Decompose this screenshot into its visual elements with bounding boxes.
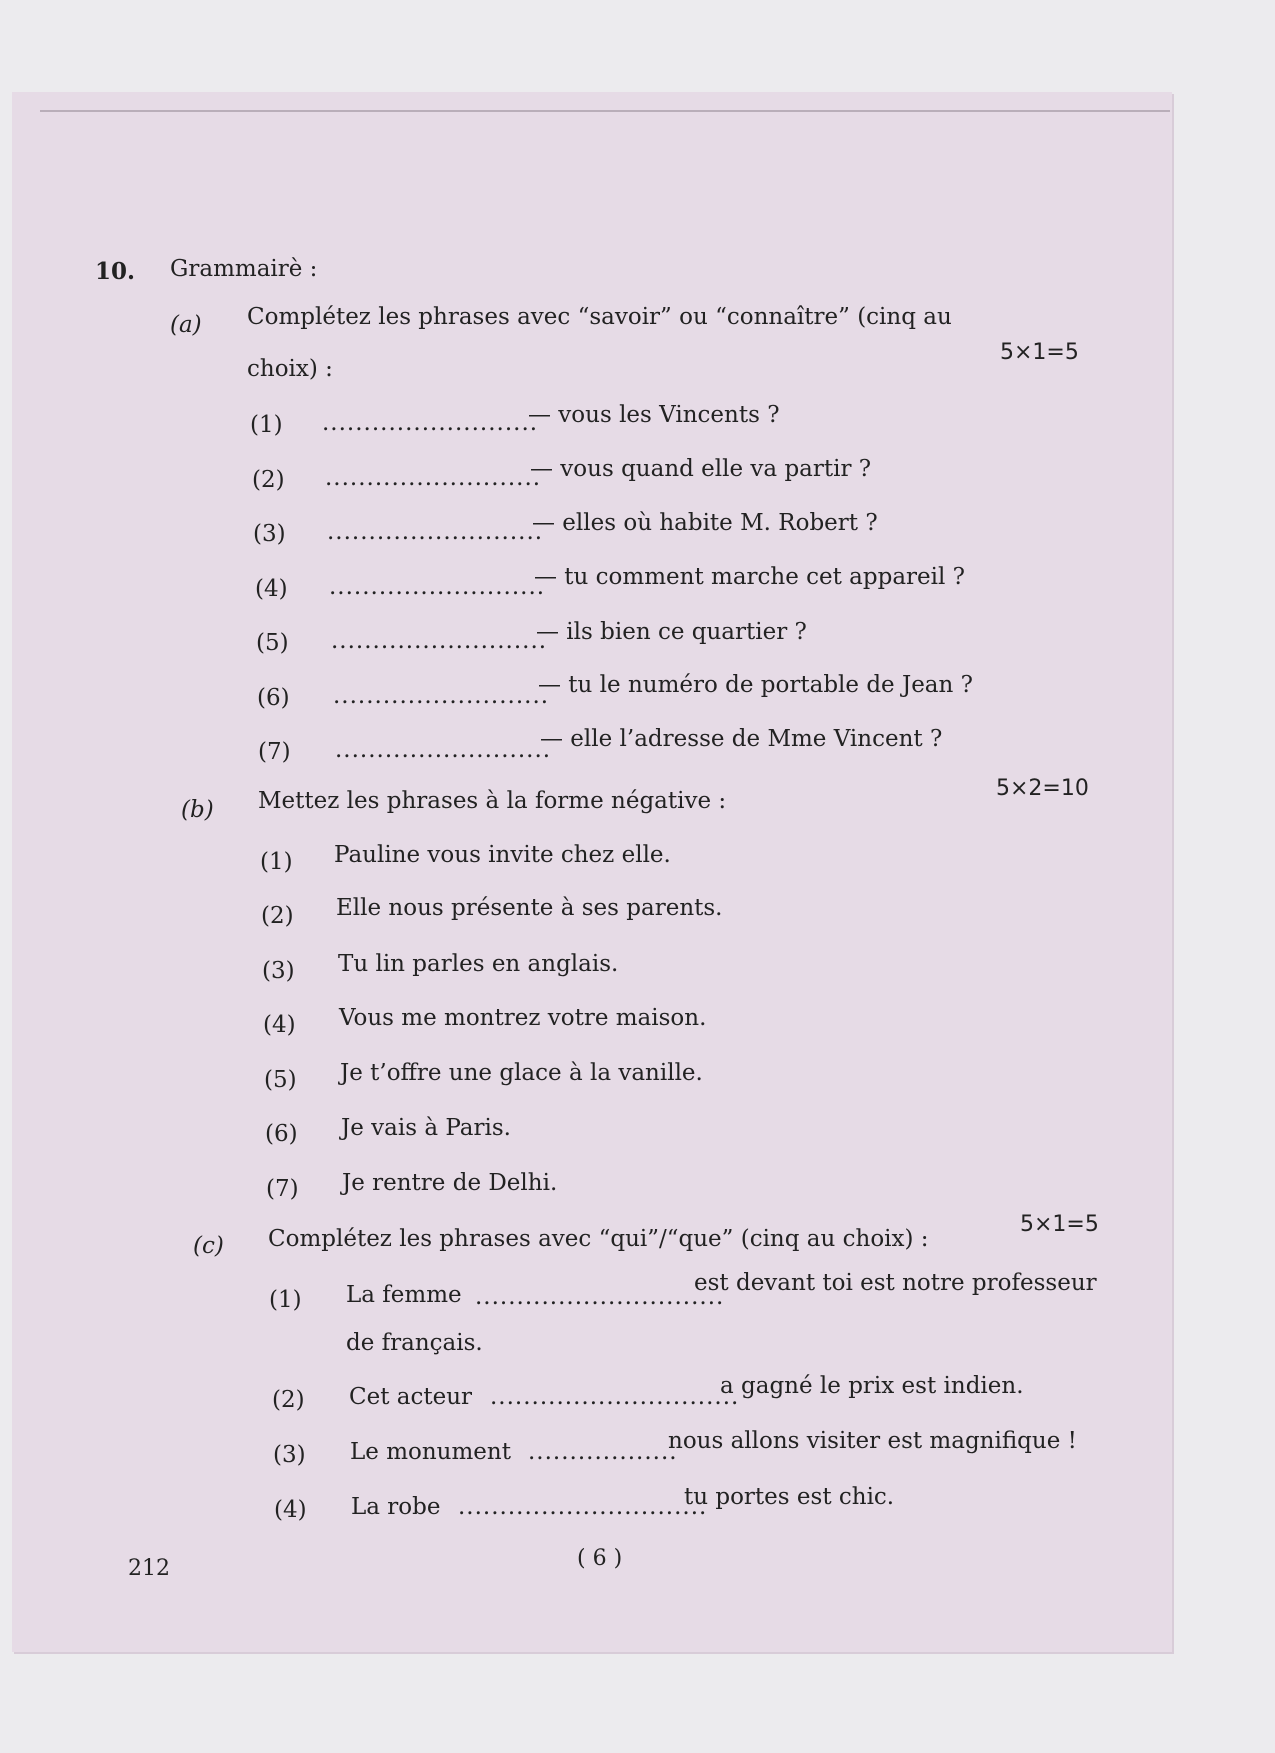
question-title: Grammairè :: [170, 256, 318, 282]
page-divider: [40, 110, 1170, 112]
item-number: (3): [273, 1442, 306, 1468]
blank-line: ..........................: [322, 410, 539, 436]
item-text: Elle nous présente à ses parents.: [336, 895, 723, 921]
item-text: Tu lin parles en anglais.: [338, 951, 619, 977]
item-text-before: Le monument: [350, 1439, 511, 1465]
item-number: (1): [250, 412, 283, 438]
item-number: (3): [253, 521, 286, 547]
part-c-marks: 5×1=5: [1020, 1212, 1099, 1237]
part-c-label: (c): [193, 1233, 224, 1259]
item-text: — tu le numéro de portable de Jean ?: [538, 672, 973, 698]
item-number: (7): [258, 739, 291, 765]
blank-line: ..........................: [333, 683, 550, 709]
blank-line: ..........................: [329, 574, 546, 600]
part-a-marks: 5×1=5: [1000, 340, 1079, 365]
item-text-after: est devant toi est notre professeur: [694, 1270, 1097, 1296]
part-a-instruction-line2: choix) :: [247, 356, 333, 382]
item-text: — vous les Vincents ?: [528, 402, 780, 428]
item-text: Je t’offre une glace à la vanille.: [340, 1060, 703, 1086]
item-number: (4): [263, 1012, 296, 1038]
item-number: (6): [257, 685, 290, 711]
item-text-after: tu portes est chic.: [684, 1484, 895, 1510]
item-number: (5): [256, 630, 289, 656]
item-text-before: La femme: [346, 1282, 462, 1308]
item-number: (2): [252, 467, 285, 493]
item-text-before: La robe: [351, 1494, 441, 1520]
item-number: (6): [265, 1121, 298, 1147]
item-text: — ils bien ce quartier ?: [536, 619, 807, 645]
blank-line: ..................: [528, 1439, 678, 1465]
item-number: (5): [264, 1067, 297, 1093]
item-text-continuation: de français.: [346, 1330, 483, 1356]
item-text-after: a gagné le prix est indien.: [720, 1373, 1024, 1399]
part-b-instruction: Mettez les phrases à la forme négative :: [258, 788, 727, 814]
blank-line: ..............................: [490, 1384, 740, 1410]
item-number: (2): [261, 903, 294, 929]
item-text-before: Cet acteur: [349, 1384, 473, 1410]
part-c-instruction: Complétez les phrases avec “qui”/“que” (cinq au choix) :: [268, 1226, 929, 1252]
blank-line: ..........................: [325, 465, 542, 491]
blank-line: ..........................: [331, 628, 548, 654]
blank-line: ..............................: [458, 1494, 708, 1520]
blank-line: ..........................: [327, 519, 544, 545]
part-a-label: (a): [170, 312, 202, 338]
question-number: 10.: [95, 258, 136, 285]
item-text: — vous quand elle va partir ?: [530, 456, 872, 482]
blank-line: ..........................: [335, 737, 552, 763]
paper-code: 212: [128, 1556, 170, 1581]
item-number: (1): [269, 1287, 302, 1313]
item-number: (2): [272, 1387, 305, 1413]
item-text: — tu comment marche cet appareil ?: [534, 564, 966, 590]
part-a-instruction-line1: Complétez les phrases avec “savoir” ou “connaître” (cinq au: [247, 304, 952, 330]
item-text: Je rentre de Delhi.: [342, 1170, 558, 1196]
item-text-after: nous allons visiter est magnifique !: [668, 1428, 1077, 1454]
item-text: — elle l’adresse de Mme Vincent ?: [540, 726, 943, 752]
item-number: (3): [262, 958, 295, 984]
item-number: (7): [266, 1176, 299, 1202]
page-number: ( 6 ): [577, 1546, 623, 1571]
item-text: Je vais à Paris.: [341, 1115, 511, 1141]
item-text: Pauline vous invite chez elle.: [334, 842, 671, 868]
part-b-label: (b): [181, 797, 214, 823]
item-number: (4): [274, 1497, 307, 1523]
part-b-marks: 5×2=10: [996, 776, 1089, 801]
item-text: — elles où habite M. Robert ?: [532, 510, 878, 536]
item-number: (4): [255, 576, 288, 602]
item-number: (1): [260, 849, 293, 875]
item-text: Vous me montrez votre maison.: [339, 1005, 707, 1031]
blank-line: ..............................: [475, 1284, 725, 1310]
